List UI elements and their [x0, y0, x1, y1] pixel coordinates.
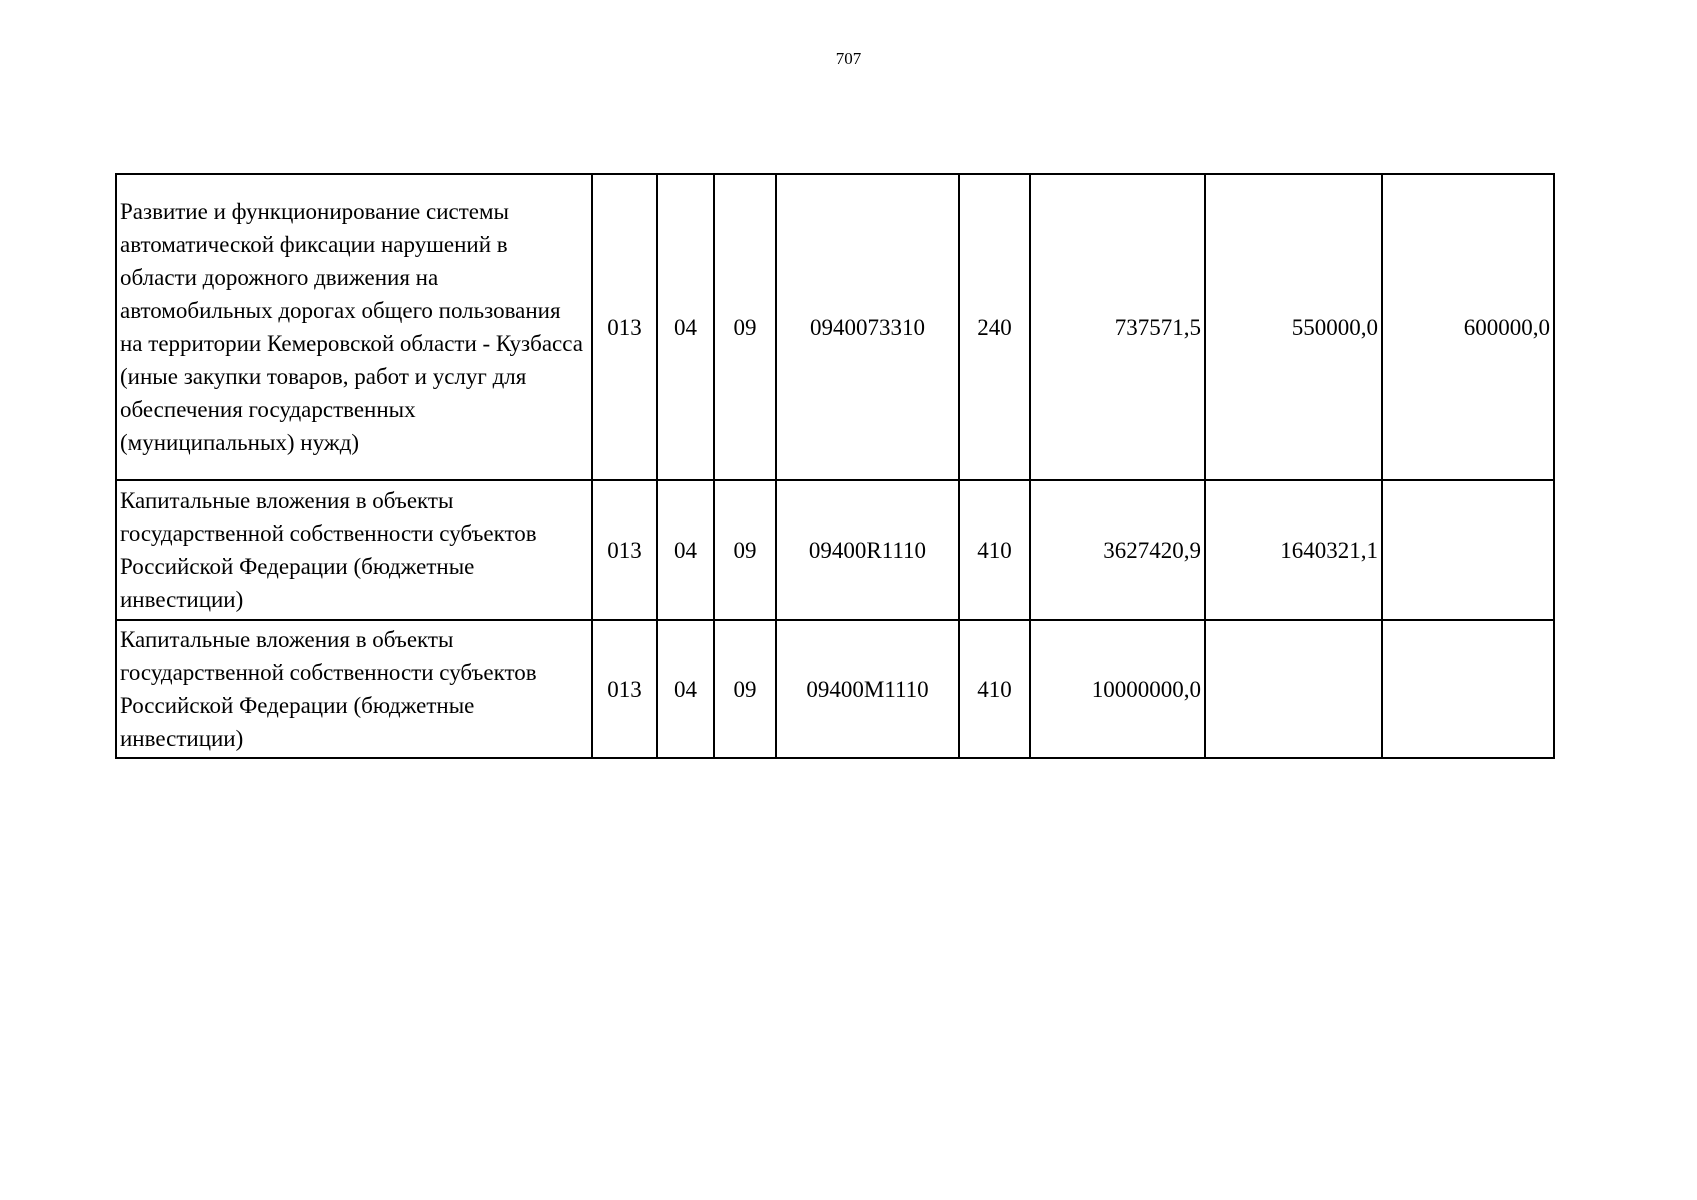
expense-type-cell: 410 — [959, 620, 1030, 758]
expense-type-cell: 410 — [959, 480, 1030, 620]
amount-year-2-cell — [1205, 620, 1382, 758]
expense-name-cell: Капитальные вложения в объекты государственной собственности субъектов Российской Федерации (бюджетные инвестиции) — [116, 480, 592, 620]
target-article-cell: 0940073310 — [776, 174, 959, 480]
expense-type-cell: 240 — [959, 174, 1030, 480]
target-article-cell: 09400R1110 — [776, 480, 959, 620]
amount-year-2-cell: 550000,0 — [1205, 174, 1382, 480]
budget-table — [115, 173, 1555, 759]
expense-name-cell: Развитие и функционирование системы автоматической фиксации нарушений в области дорожного движения на автомобильных дорогах общего пользования на территории Кемеровской области - Кузбасса (иные закупки товаров, работ и услуг для обеспечения государственных (муниципальных) нужд) — [116, 174, 592, 480]
expense-name-cell: Капитальные вложения в объекты государственной собственности субъектов Российской Федерации (бюджетные инвестиции) — [116, 620, 592, 758]
amount-year-1-cell: 10000000,0 — [1030, 620, 1205, 758]
ministry-code-cell: 013 — [592, 174, 657, 480]
amount-year-1-cell: 3627420,9 — [1030, 480, 1205, 620]
amount-year-2-cell: 1640321,1 — [1205, 480, 1382, 620]
subsection-code-cell: 09 — [714, 480, 776, 620]
page-number: 707 — [835, 49, 862, 68]
ministry-code-cell: 013 — [592, 480, 657, 620]
section-code-cell: 04 — [657, 480, 714, 620]
table-row — [116, 480, 1554, 620]
amount-year-3-cell — [1382, 480, 1554, 620]
amount-year-1-cell: 737571,5 — [1030, 174, 1205, 480]
ministry-code-cell: 013 — [592, 620, 657, 758]
amount-year-3-cell: 600000,0 — [1382, 174, 1554, 480]
amount-year-3-cell — [1382, 620, 1554, 758]
target-article-cell: 09400M1110 — [776, 620, 959, 758]
subsection-code-cell: 09 — [714, 174, 776, 480]
section-code-cell: 04 — [657, 174, 714, 480]
subsection-code-cell: 09 — [714, 620, 776, 758]
table-row — [116, 174, 1554, 480]
section-code-cell: 04 — [657, 620, 714, 758]
table-row — [116, 620, 1554, 758]
